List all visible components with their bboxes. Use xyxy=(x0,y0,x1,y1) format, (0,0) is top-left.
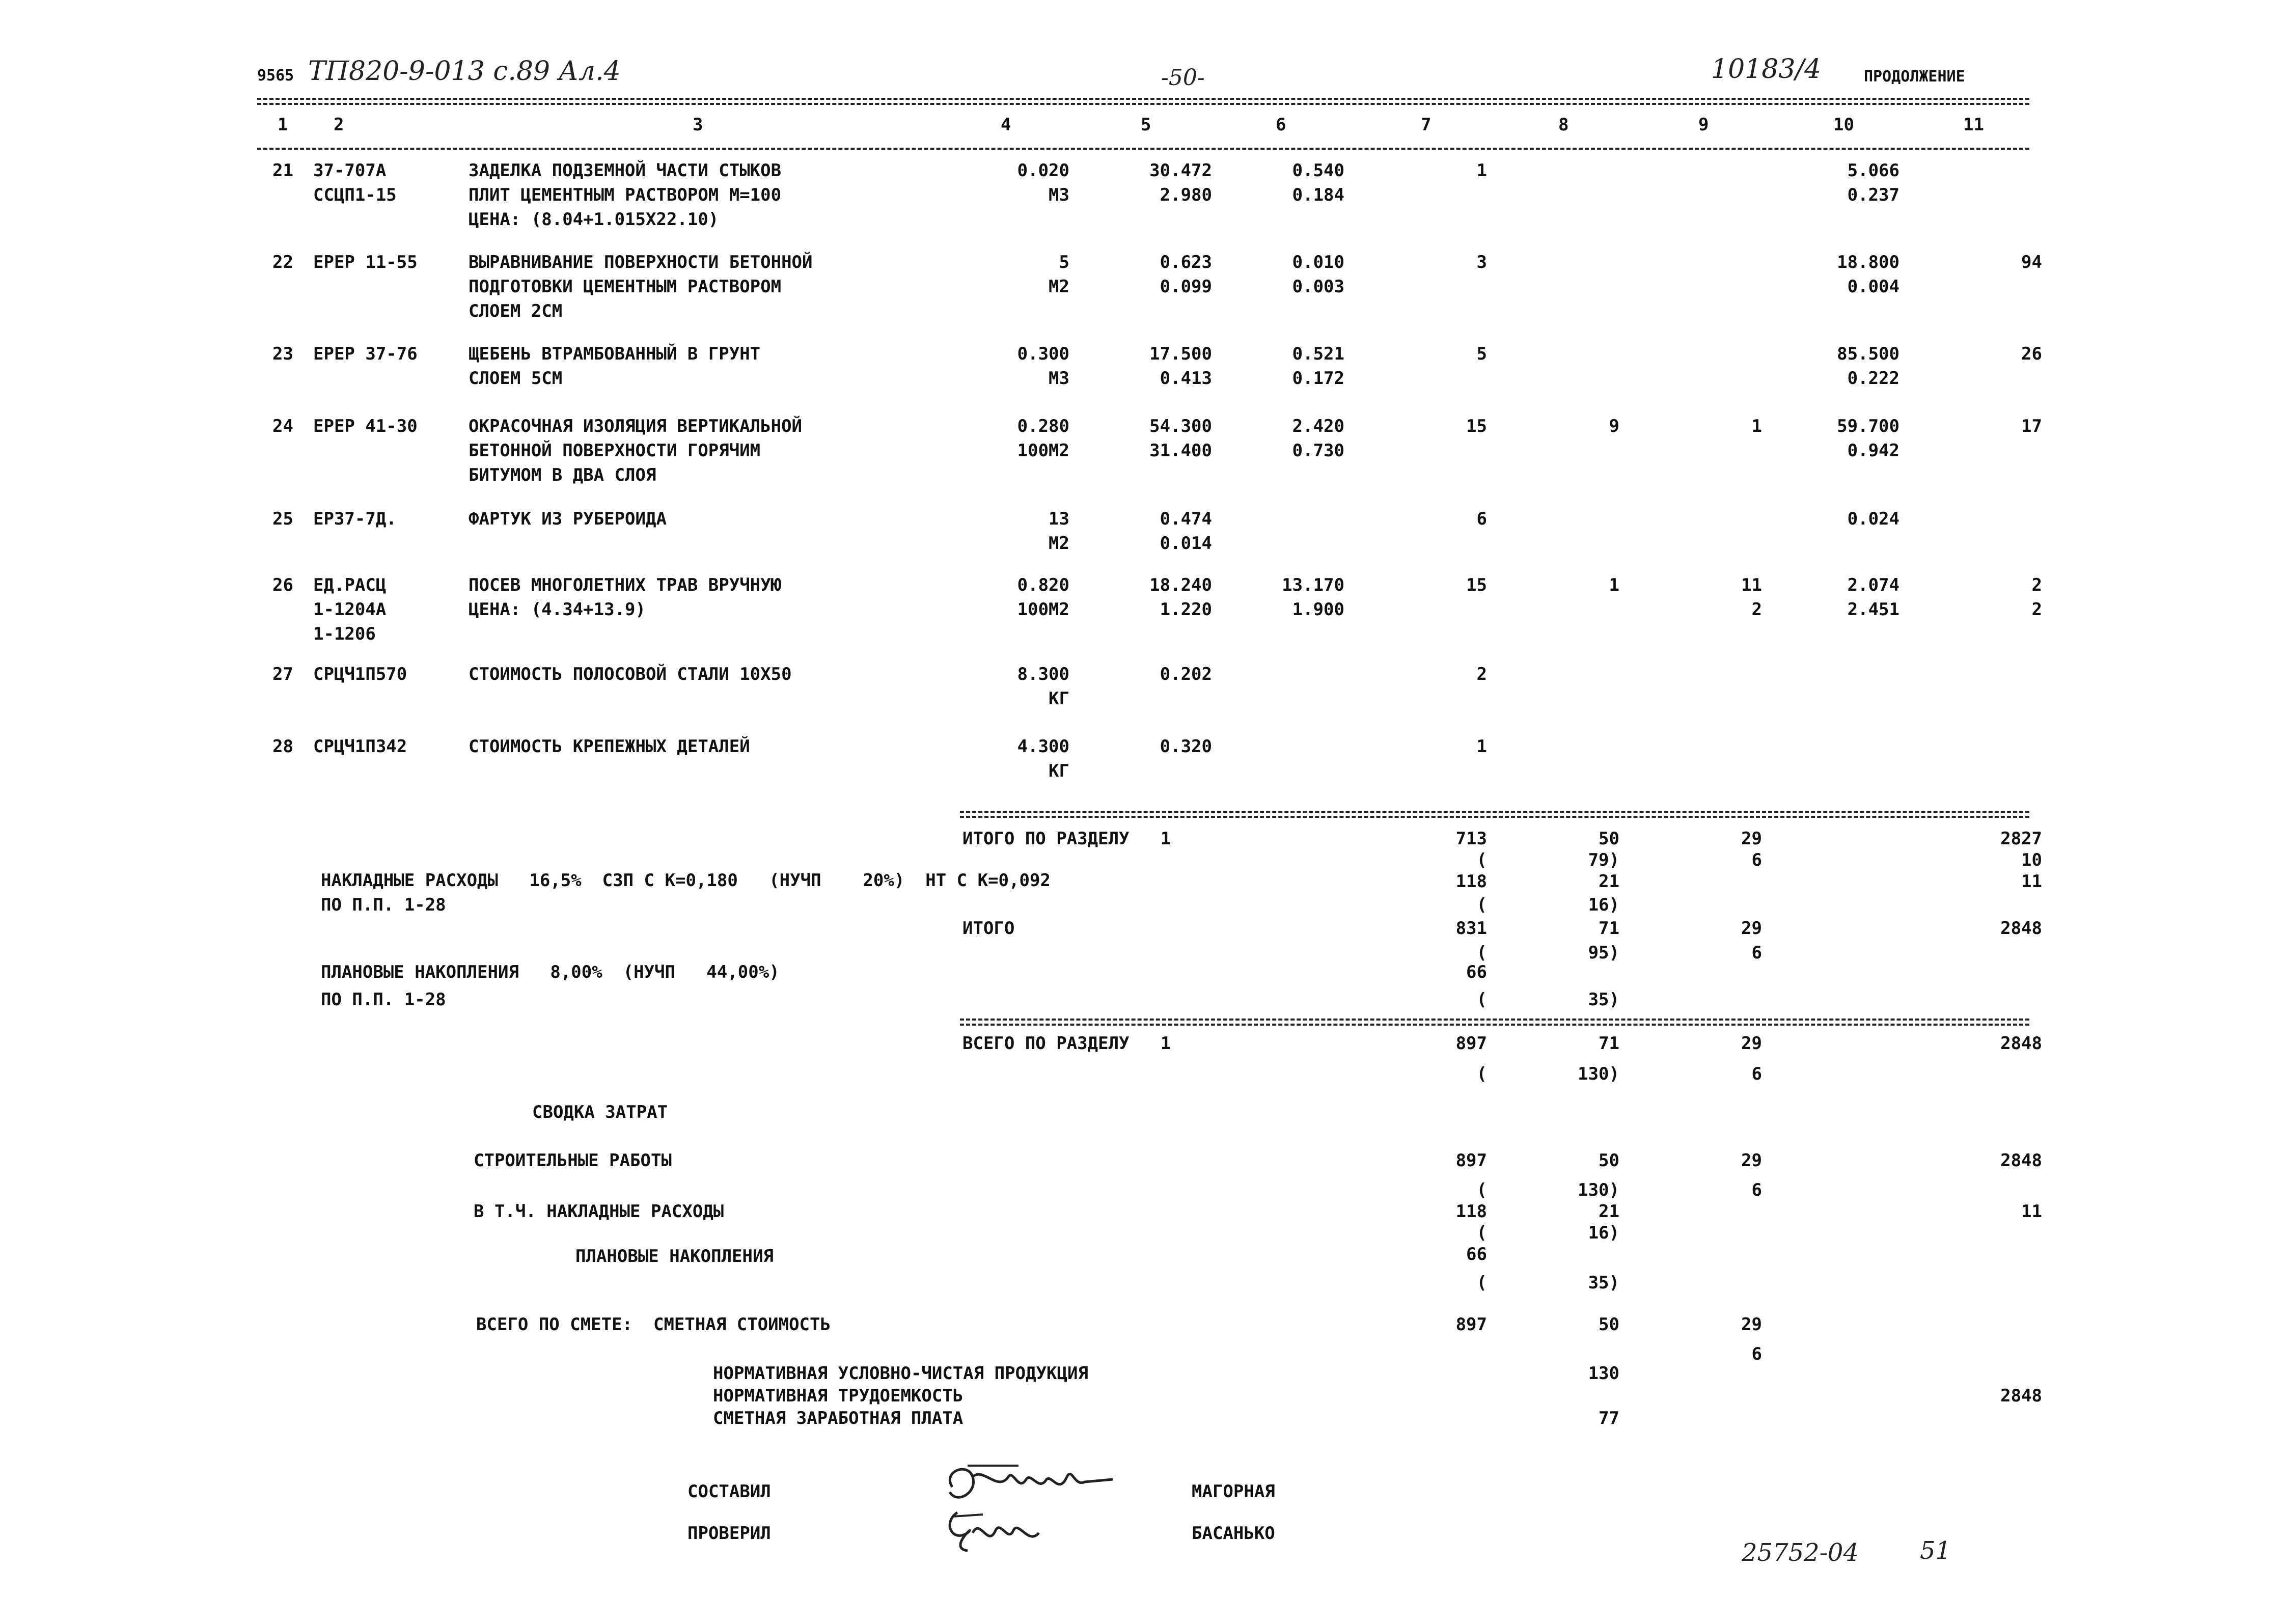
table-cell: СРЦЧ1П570 xyxy=(313,664,407,684)
section-total-label: ИТОГО ПО РАЗДЕЛУ 1 xyxy=(962,829,1171,849)
table-cell: 0.942 xyxy=(1847,441,1899,461)
table-cell: 23 xyxy=(272,344,293,364)
divider xyxy=(257,103,2029,105)
itogo-value: 71 xyxy=(1599,918,1619,939)
column-header: 1 xyxy=(278,115,288,135)
column-header: 3 xyxy=(693,115,703,135)
table-cell: 37-707А xyxy=(313,160,387,181)
section-total-value: 10 xyxy=(2021,850,2042,870)
table-cell: 0.014 xyxy=(1160,533,1212,554)
table-cell: ЕР37-7Д. xyxy=(313,509,397,529)
compiled-name: МАГОРНАЯ xyxy=(1192,1481,1275,1502)
table-cell: 25 xyxy=(272,509,293,529)
table-cell: 0.024 xyxy=(1847,509,1899,529)
planned-value: ( xyxy=(1476,989,1487,1010)
section-total-value: 2827 xyxy=(2000,829,2042,849)
construction-value: 6 xyxy=(1751,1180,1762,1200)
column-header: 5 xyxy=(1141,115,1151,135)
section-total-value: 713 xyxy=(1455,829,1487,849)
overhead-scope: ПО П.П. 1-28 xyxy=(321,895,446,915)
table-cell: 2.980 xyxy=(1160,185,1212,205)
table-cell: ЕРЕР 11-55 xyxy=(313,252,418,272)
continuation-label: ПРОДОЛЖЕНИЕ xyxy=(1864,68,1965,86)
incl-planned-value: ( xyxy=(1476,1273,1487,1293)
table-cell: 2 xyxy=(1751,599,1762,620)
wage-value: 77 xyxy=(1599,1408,1619,1428)
estimate-value: 6 xyxy=(1751,1344,1762,1364)
table-cell: ПОДГОТОВКИ ЦЕМЕНТНЫМ РАСТВОРОМ xyxy=(469,277,782,297)
table-cell: 1 xyxy=(1751,416,1762,436)
itogo-value: 95) xyxy=(1588,943,1619,963)
table-cell: КГ xyxy=(1049,761,1069,781)
table-cell: СРЦЧ1П342 xyxy=(313,736,407,757)
divider xyxy=(960,816,2029,818)
overhead-label: НАКЛАДНЫЕ РАСХОДЫ 16,5% СЗП С К=0,180 (НУЧП 20%) НТ С К=0,092 xyxy=(321,870,1051,891)
incl-planned-value: 66 xyxy=(1466,1244,1487,1264)
itogo-value: 6 xyxy=(1751,943,1762,963)
divider xyxy=(257,98,2029,100)
table-cell: ПЛИТ ЦЕМЕНТНЫМ РАСТВОРОМ М=100 xyxy=(469,185,782,205)
table-cell: 0.521 xyxy=(1292,344,1344,364)
table-cell: ЕРЕР 41-30 xyxy=(313,416,418,436)
table-cell: 0.623 xyxy=(1160,252,1212,272)
column-header: 11 xyxy=(1963,115,1984,135)
table-cell: 2.074 xyxy=(1847,575,1899,595)
grand-total-value: 71 xyxy=(1599,1033,1619,1054)
table-cell: 0.540 xyxy=(1292,160,1344,181)
table-cell: М2 xyxy=(1049,277,1069,297)
table-cell: 4.300 xyxy=(1017,736,1069,757)
table-cell: 3 xyxy=(1476,252,1487,272)
table-cell: ВЫРАВНИВАНИЕ ПОВЕРХНОСТИ БЕТОННОЙ xyxy=(469,252,813,272)
planned-value: 35) xyxy=(1588,989,1619,1010)
table-cell: ЩЕБЕНЬ ВТРАМБОВАННЫЙ В ГРУНТ xyxy=(469,344,761,364)
column-header: 6 xyxy=(1276,115,1286,135)
table-cell: ЕРЕР 37-76 xyxy=(313,344,418,364)
table-cell: БИТУМОМ В ДВА СЛОЯ xyxy=(469,465,656,485)
grand-total-label: ВСЕГО ПО РАЗДЕЛУ 1 xyxy=(962,1033,1171,1054)
table-cell: 0.003 xyxy=(1292,277,1344,297)
doc-reference: ТП820-9-013 с.89 Ал.4 xyxy=(308,56,621,87)
section-total-value: 50 xyxy=(1599,829,1619,849)
estimate-value: 29 xyxy=(1741,1314,1762,1335)
table-cell: 0.099 xyxy=(1160,277,1212,297)
construction-value: 2848 xyxy=(2000,1150,2042,1171)
table-cell: 2 xyxy=(1476,664,1487,684)
labor-value: 2848 xyxy=(2000,1386,2042,1406)
table-cell: 17.500 xyxy=(1149,344,1212,364)
table-cell: 15 xyxy=(1466,575,1487,595)
table-cell: 0.474 xyxy=(1160,509,1212,529)
overhead-value: 16) xyxy=(1588,895,1619,915)
divider xyxy=(257,148,2029,150)
table-cell: 1 xyxy=(1476,160,1487,181)
planned-value: 66 xyxy=(1466,962,1487,982)
table-cell: 0.172 xyxy=(1292,368,1344,389)
overhead-value: ( xyxy=(1476,895,1487,915)
section-total-value: 6 xyxy=(1751,850,1762,870)
table-cell: 13 xyxy=(1049,509,1069,529)
construction-value: 130) xyxy=(1578,1180,1619,1200)
table-cell: 0.202 xyxy=(1160,664,1212,684)
grand-total-value: 6 xyxy=(1751,1064,1762,1084)
right-code: 10183/4 xyxy=(1711,54,1822,85)
overhead-value: 118 xyxy=(1455,871,1487,892)
table-cell: 5 xyxy=(1059,252,1069,272)
table-cell: 1.900 xyxy=(1292,599,1344,620)
overhead-value: 11 xyxy=(2021,871,2042,892)
planned-label: ПЛАНОВЫЕ НАКОПЛЕНИЯ 8,00% (НУЧП 44,00%) xyxy=(321,962,780,982)
footer-stamp: 25752-04 xyxy=(1742,1538,1859,1567)
table-cell: СТОИМОСТЬ ПОЛОСОВОЙ СТАЛИ 10Х50 xyxy=(469,664,792,684)
table-cell: 31.400 xyxy=(1149,441,1212,461)
grand-total-value: 897 xyxy=(1455,1033,1487,1054)
incl-planned-label: ПЛАНОВЫЕ НАКОПЛЕНИЯ xyxy=(575,1246,774,1267)
incl-overhead-value: 11 xyxy=(2021,1201,2042,1222)
table-cell: СЛОЕМ 2СМ xyxy=(469,301,563,321)
table-cell: 9 xyxy=(1609,416,1619,436)
table-cell: 2 xyxy=(2031,575,2042,595)
itogo-value: 29 xyxy=(1741,918,1762,939)
table-cell: 0.300 xyxy=(1017,344,1069,364)
table-cell: 94 xyxy=(2021,252,2042,272)
table-cell: 2 xyxy=(2031,599,2042,620)
net-product-value: 130 xyxy=(1588,1363,1619,1384)
table-cell: 13.170 xyxy=(1282,575,1344,595)
itogo-value: ( xyxy=(1476,943,1487,963)
table-cell: 0.820 xyxy=(1017,575,1069,595)
table-cell: БЕТОННОЙ ПОВЕРХНОСТИ ГОРЯЧИМ xyxy=(469,441,761,461)
table-cell: 26 xyxy=(2021,344,2042,364)
table-cell: 0.280 xyxy=(1017,416,1069,436)
table-cell: 11 xyxy=(1741,575,1762,595)
incl-overhead-value: ( xyxy=(1476,1223,1487,1243)
table-cell: 0.413 xyxy=(1160,368,1212,389)
table-cell: 0.222 xyxy=(1847,368,1899,389)
page-number: -50- xyxy=(1161,65,1205,91)
table-cell: 54.300 xyxy=(1149,416,1212,436)
itogo-value: 2848 xyxy=(2000,918,2042,939)
table-cell: ОКРАСОЧНАЯ ИЗОЛЯЦИЯ ВЕРТИКАЛЬНОЙ xyxy=(469,416,803,436)
table-cell: СТОИМОСТЬ КРЕПЕЖНЫХ ДЕТАЛЕЙ xyxy=(469,736,750,757)
itogo-label: ИТОГО xyxy=(962,918,1015,939)
grand-total-value: 29 xyxy=(1741,1033,1762,1054)
incl-overhead-value: 118 xyxy=(1455,1201,1487,1222)
section-total-value: ( xyxy=(1476,850,1487,870)
table-cell: 1 xyxy=(1609,575,1619,595)
table-cell: ЦЕНА: (8.04+1.015Х22.10) xyxy=(469,209,719,230)
incl-overhead-value: 21 xyxy=(1599,1201,1619,1222)
table-cell: 27 xyxy=(272,664,293,684)
table-cell: 24 xyxy=(272,416,293,436)
table-cell: 1-1204А xyxy=(313,599,387,620)
column-header: 2 xyxy=(334,115,344,135)
itogo-value: 831 xyxy=(1455,918,1487,939)
table-cell: 5 xyxy=(1476,344,1487,364)
wage-label: СМЕТНАЯ ЗАРАБОТНАЯ ПЛАТА xyxy=(713,1408,963,1428)
column-header: 10 xyxy=(1833,115,1854,135)
table-cell: 17 xyxy=(2021,416,2042,436)
column-header: 4 xyxy=(1001,115,1011,135)
divider xyxy=(960,811,2029,813)
table-cell: 59.700 xyxy=(1837,416,1899,436)
table-cell: ЕД.РАСЦ xyxy=(313,575,387,595)
summary-title: СВОДКА ЗАТРАТ xyxy=(532,1102,668,1122)
signature-checked xyxy=(937,1502,1059,1558)
table-cell: 0.184 xyxy=(1292,185,1344,205)
divider xyxy=(960,1024,2029,1026)
table-cell: М3 xyxy=(1049,185,1069,205)
table-cell: 85.500 xyxy=(1837,344,1899,364)
table-cell: ЦЕНА: (4.34+13.9) xyxy=(469,599,646,620)
estimate-label: ВСЕГО ПО СМЕТЕ: СМЕТНАЯ СТОИМОСТЬ xyxy=(476,1314,831,1335)
table-cell: ЗАДЕЛКА ПОДЗЕМНОЙ ЧАСТИ СТЫКОВ xyxy=(469,160,782,181)
table-cell: 15 xyxy=(1466,416,1487,436)
table-cell: 0.320 xyxy=(1160,736,1212,757)
table-cell: 1 xyxy=(1476,736,1487,757)
labor-label: НОРМАТИВНАЯ ТРУДОЕМКОСТЬ xyxy=(713,1386,963,1406)
section-total-value: 29 xyxy=(1741,829,1762,849)
divider xyxy=(960,1019,2029,1021)
overhead-value: 21 xyxy=(1599,871,1619,892)
table-cell: 1.220 xyxy=(1160,599,1212,620)
table-cell: 100М2 xyxy=(1017,599,1069,620)
table-cell: СЛОЕМ 5СМ xyxy=(469,368,563,389)
table-cell: 0.730 xyxy=(1292,441,1344,461)
table-cell: 8.300 xyxy=(1017,664,1069,684)
grand-total-value: ( xyxy=(1476,1064,1487,1084)
table-cell: 26 xyxy=(272,575,293,595)
estimate-value: 897 xyxy=(1455,1314,1487,1335)
table-cell: 6 xyxy=(1476,509,1487,529)
construction-label: СТРОИТЕЛЬНЫЕ РАБОТЫ xyxy=(474,1150,672,1171)
planned-scope: ПО П.П. 1-28 xyxy=(321,989,446,1010)
incl-planned-value: 35) xyxy=(1588,1273,1619,1293)
construction-value: 50 xyxy=(1599,1150,1619,1171)
footer-page: 51 xyxy=(1920,1536,1951,1565)
table-cell: 22 xyxy=(272,252,293,272)
construction-value: 897 xyxy=(1455,1150,1487,1171)
table-cell: М3 xyxy=(1049,368,1069,389)
table-cell: М2 xyxy=(1049,533,1069,554)
checked-label: ПРОВЕРИЛ xyxy=(687,1523,771,1544)
table-cell: 18.800 xyxy=(1837,252,1899,272)
construction-value: ( xyxy=(1476,1180,1487,1200)
table-cell: 18.240 xyxy=(1149,575,1212,595)
construction-value: 29 xyxy=(1741,1150,1762,1171)
table-cell: 0.010 xyxy=(1292,252,1344,272)
table-cell: КГ xyxy=(1049,689,1069,709)
table-cell: ССЦП1-15 xyxy=(313,185,397,205)
table-cell: ПОСЕВ МНОГОЛЕТНИХ ТРАВ ВРУЧНУЮ xyxy=(469,575,782,595)
table-cell: ФАРТУК ИЗ РУБЕРОИДА xyxy=(469,509,667,529)
estimate-value: 50 xyxy=(1599,1314,1619,1335)
table-cell: 21 xyxy=(272,160,293,181)
table-cell: 0.237 xyxy=(1847,185,1899,205)
table-cell: 2.420 xyxy=(1292,416,1344,436)
table-cell: 28 xyxy=(272,736,293,757)
left-code: 9565 xyxy=(257,67,294,85)
net-product-label: НОРМАТИВНАЯ УСЛОВНО-ЧИСТАЯ ПРОДУКЦИЯ xyxy=(713,1363,1088,1384)
table-cell: 1-1206 xyxy=(313,624,376,644)
section-total-value: 79) xyxy=(1588,850,1619,870)
table-cell: 2.451 xyxy=(1847,599,1899,620)
table-cell: 5.066 xyxy=(1847,160,1899,181)
column-header: 9 xyxy=(1698,115,1709,135)
incl-overhead-label: В Т.Ч. НАКЛАДНЫЕ РАСХОДЫ xyxy=(474,1201,724,1222)
incl-overhead-value: 16) xyxy=(1588,1223,1619,1243)
table-cell: 30.472 xyxy=(1149,160,1212,181)
grand-total-value: 130) xyxy=(1578,1064,1619,1084)
table-cell: 0.004 xyxy=(1847,277,1899,297)
compiled-label: СОСТАВИЛ xyxy=(687,1481,771,1502)
table-cell: 0.020 xyxy=(1017,160,1069,181)
column-header: 8 xyxy=(1558,115,1569,135)
checked-name: БАСАНЬКО xyxy=(1192,1523,1275,1544)
table-cell: 100М2 xyxy=(1017,441,1069,461)
grand-total-value: 2848 xyxy=(2000,1033,2042,1054)
column-header: 7 xyxy=(1421,115,1431,135)
